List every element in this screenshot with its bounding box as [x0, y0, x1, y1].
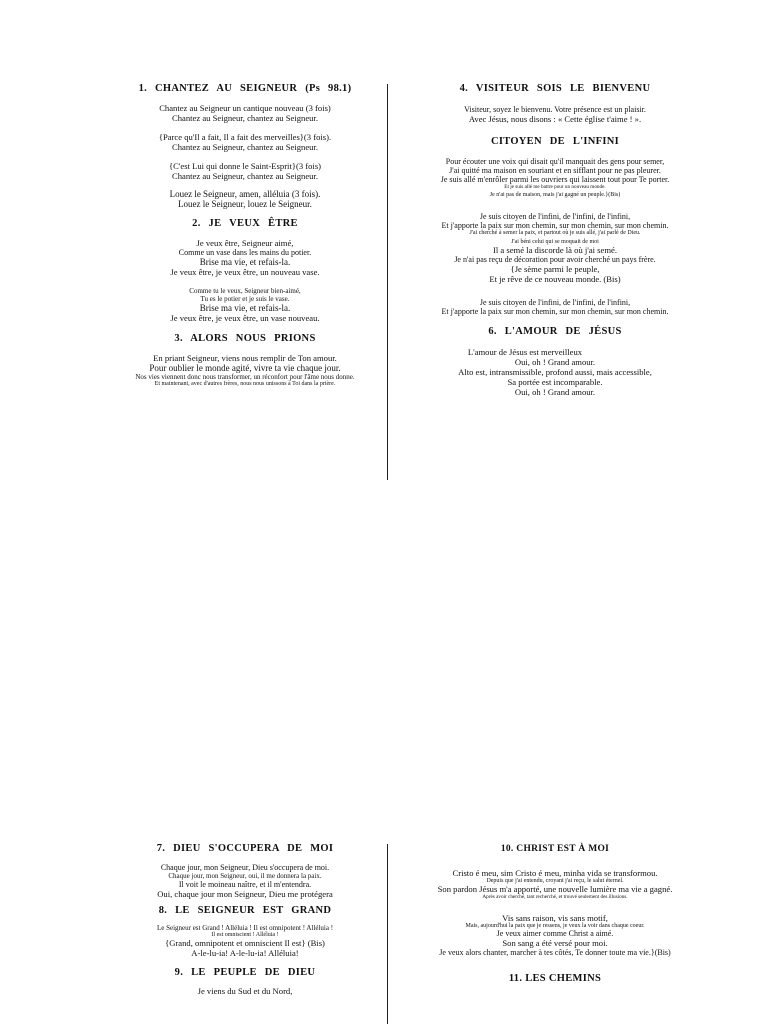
song-5-line: Pour écouter une voix qui disait qu'il manquait des gens pour semer,	[445, 157, 665, 166]
song-5-title: CITOYEN DE L'INFINI	[490, 136, 620, 147]
song-1-line: {Parce qu'Il a fait, Il a fait des merveilles}(3 fois).	[158, 132, 332, 142]
song-1-line: {C'est Lui qui donne le Saint-Esprit}(3 fois)	[168, 161, 322, 171]
song-10-line: Son sang a été versé pour moi.	[502, 938, 608, 948]
top-right-column	[400, 83, 710, 397]
song-6-line: Oui, oh ! Grand amour.	[514, 357, 596, 367]
song-6-line: Sa portée est incomparable.	[507, 377, 603, 387]
song-3-line: Pour oublier le monde agité, vivre ta vie chaque jour.	[149, 363, 341, 373]
song-2-line: Je veux être, je veux être, un nouveau vase.	[170, 267, 320, 277]
top-left-column	[95, 83, 395, 387]
bottom-right-column	[400, 844, 710, 984]
song-8-line: Le Seigneur est Grand ! Alléluia ! Il est omnipotent ! Alléluia !	[156, 924, 334, 932]
song-7-title: 7. DIEU S'OCCUPERA DE MOI	[156, 843, 334, 854]
song-1-line: Chantez au Seigneur un cantique nouveau (3 fois)	[159, 103, 331, 113]
song-8-line: A-le-lu-ia! A-le-lu-ia! Alléluia!	[191, 948, 299, 958]
song-5-line: Et j'apporte la paix sur mon chemin, sur mon chemin, sur mon chemin.	[441, 221, 669, 230]
song-10-line: Son pardon Jésus m'a apporté, une nouvelle lumière ma vie a gagné.	[437, 884, 673, 894]
song-11-title: 11. LES CHEMINS	[508, 973, 602, 984]
song-4-line: Visiteur, soyez le bienvenu. Votre présence est un plaisir.	[464, 105, 646, 114]
song-3-line: En priant Seigneur, viens nous remplir de Ton amour.	[153, 353, 337, 363]
song-10-line: Depuis que j'ai entendu, croyant j'ai reçu, le salut éternel.	[486, 878, 624, 884]
song-7-line: Chaque jour, mon Seigneur, oui, il me donnera la paix.	[168, 872, 322, 880]
song-1-line: Louez le Seigneur, amen, alléluia (3 fois).	[169, 189, 321, 199]
song-6-line: Oui, oh ! Grand amour.	[514, 387, 596, 397]
song-5-line: Je suis citoyen de l'infini, de l'infini, de l'infini,	[479, 298, 631, 307]
song-2-line: Tu es le potier et je suis le vase.	[200, 295, 290, 303]
song-2-title: 2. JE VEUX ÊTRE	[192, 218, 298, 229]
song-10-line: Mais, aujourd'hui la paix que je ressens, je veux la voir dans chaque coeur.	[465, 923, 645, 929]
song-5-line: Et j'apporte la paix sur mon chemin, sur mon chemin, sur mon chemin.	[441, 307, 669, 316]
song-8-line: {Grand, omnipotent et omniscient Il est} (Bis)	[165, 938, 325, 948]
song-1-line: Louez le Seigneur, louez le Seigneur.	[178, 199, 312, 209]
song-5-line: J'ai cherché à semer la paix, et partout où je suis allé, j'ai parlé de Dieu.	[469, 230, 641, 236]
song-7-line: Oui, chaque jour mon Seigneur, Dieu me protégera	[157, 889, 333, 899]
song-2-line: Je veux être, je veux être, un vase nouveau.	[170, 313, 320, 323]
song-10-title: 10. CHRIST EST À MOI	[500, 844, 610, 854]
song-10-line: Cristo é meu, sim Cristo é meu, minha vida se transformou.	[452, 868, 658, 878]
song-2-line: Brise ma vie, et refais-la.	[199, 257, 291, 267]
song-8-title: 8. LE SEIGNEUR EST GRAND	[158, 905, 332, 916]
song-4-title: 4. VISITEUR SOIS LE BIENVENU	[459, 83, 651, 94]
song-3-title: 3. ALORS NOUS PRIONS	[174, 333, 316, 344]
song-2-line: Comme un vase dans les mains du potier.	[178, 248, 312, 257]
song-1-line: Chantez au Seigneur, chantez au Seigneur.	[172, 113, 318, 123]
song-10-line: Je veux aimer comme Christ a aimé.	[496, 929, 614, 938]
song-9-line: Je viens du Sud et du Nord,	[197, 986, 293, 996]
song-3-line: Nos vies viennent donc nous transformer, un réconfort pour l'âme nous donne.	[135, 373, 355, 381]
bottom-left-column	[95, 843, 395, 996]
song-2-line: Brise ma vie, et refais-la.	[199, 303, 291, 313]
song-5-line: J'ai béni celui qui se moquait de moi	[511, 239, 599, 245]
song-10-line: Je veux alors chanter, marcher à tes côtés, Te donner toute ma vie.}(Bis)	[439, 948, 671, 957]
song-10-line: Vis sans raison, vis sans motif,	[502, 913, 608, 923]
song-4-line: Avec Jésus, nous disons : « Cette église t'aime ! ».	[468, 114, 642, 124]
song-5-line: Et je rêve de ce nouveau monde. (Bis)	[489, 274, 621, 284]
song-9-title: 9. LE PEUPLE DE DIEU	[174, 967, 316, 978]
song-1-line: Chantez au Seigneur, chantez au Seigneur.	[172, 142, 318, 152]
song-6-title: 6. L'AMOUR DE JÉSUS	[488, 326, 622, 337]
song-5-line: Je n'ai pas de maison, mais j'ai gagné un peuple.}(Bis)	[489, 192, 621, 198]
song-5-line: Je suis allé m'enrôler parmi les ouvriers qui laissent tout pour Te porter.	[440, 175, 670, 184]
song-5-line: Il a semé la discorde là où j'ai semé.	[493, 245, 617, 255]
song-6-line: Alto est, intransmissible, profond aussi, mais accessible,	[458, 367, 652, 377]
song-7-line: Il voit le moineau naître, et il m'entendra.	[178, 880, 312, 889]
song-5-line: J'ai quitté ma maison en souriant et en sifflant pour ne pas pleurer.	[449, 166, 661, 175]
song-2-line: Comme tu le veux, Seigneur bien-aimé,	[189, 287, 301, 295]
song-3-line: Et maintenant, avec d'autres frères, nous nous unissons à Toi dans la prière.	[154, 381, 336, 387]
song-1-title: 1. CHANTEZ AU SEIGNEUR (Ps 98.1)	[138, 83, 352, 94]
song-5-line: Et je suis allé me battre pour un nouveau monde.	[504, 184, 606, 190]
song-5-line: Je n'ai pas reçu de décoration pour avoir cherché un pays frère.	[454, 255, 656, 264]
song-5-line: Je suis citoyen de l'infini, de l'infini, de l'infini,	[479, 212, 631, 221]
song-5-line: {Je sème parmi le peuple,	[510, 264, 600, 274]
song-10-line: Après avoir cherché, tant recherché, et trouvé seulement des illusions.	[482, 894, 628, 900]
song-1-line: Chantez au Seigneur, chantez au Seigneur.	[172, 171, 318, 181]
song-6-line: L'amour de Jésus est merveilleux	[467, 347, 583, 357]
song-2-line: Je veux être, Seigneur aimé,	[196, 238, 294, 248]
song-7-line: Chaque jour, mon Seigneur, Dieu s'occupera de moi.	[160, 863, 330, 872]
song-8-line: Il est omniscient ! Alléluia !	[211, 932, 279, 938]
